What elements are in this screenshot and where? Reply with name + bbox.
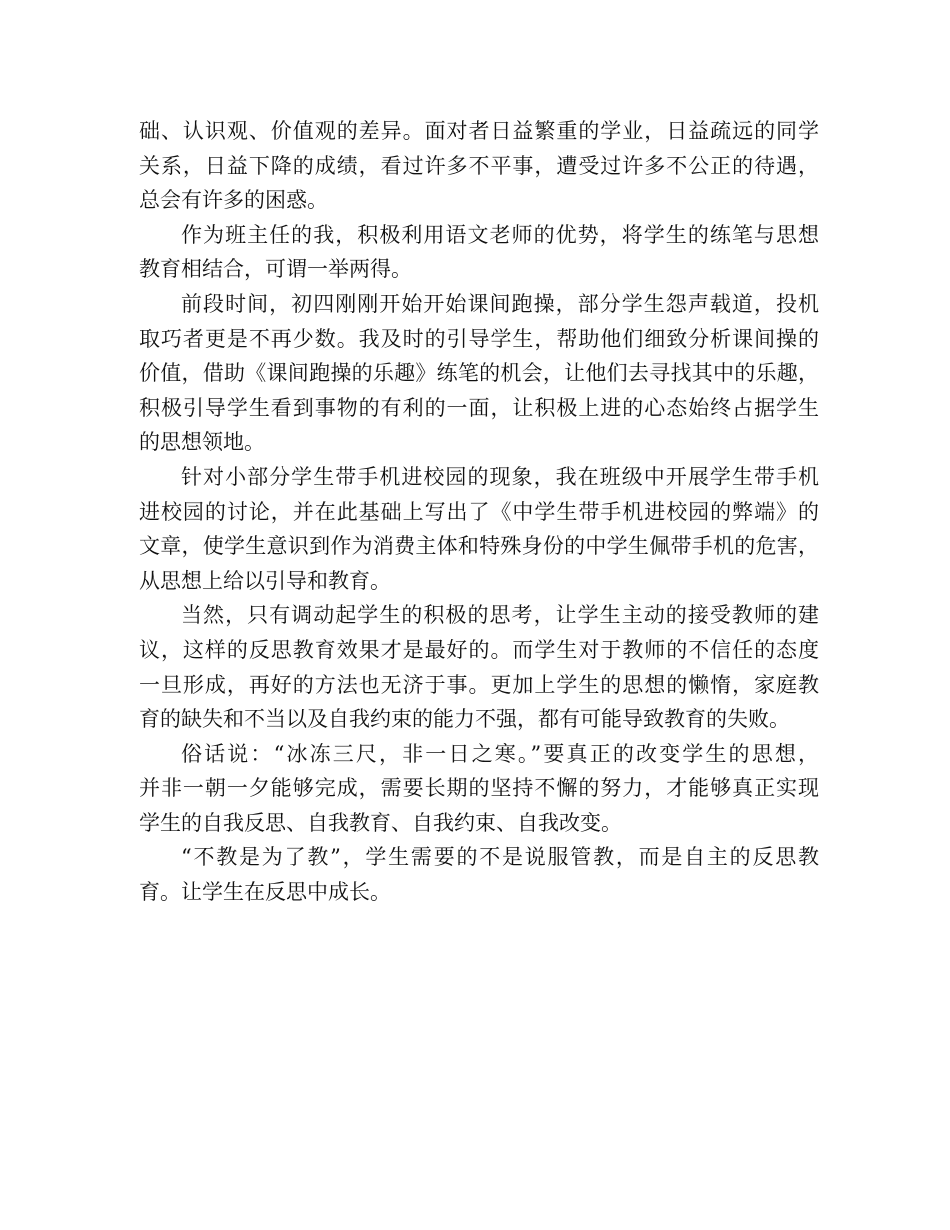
text-line: 作为班主任的我，积极利用语文老师的优势，将学生的练笔与思想 bbox=[181, 222, 819, 247]
paragraph bbox=[139, 287, 819, 460]
text-line: “不教是为了教”，学生需要的不是说服管教，而是自主的反思教 bbox=[181, 845, 819, 870]
text-line: 总会有许多的困惑。 bbox=[139, 188, 328, 213]
text-line: 针对小部分学生带手机进校园的现象，我在班级中开展学生带手机 bbox=[181, 464, 819, 489]
document-body bbox=[139, 114, 819, 910]
text-line: 当然，只有调动起学生的积极的思考，让学生主动的接受教师的建 bbox=[181, 603, 819, 628]
paragraph bbox=[139, 840, 819, 909]
text-line: 积极引导学生看到事物的有利的一面，让积极上进的心态始终占据学生 bbox=[139, 395, 819, 420]
text-line: 育的缺失和不当以及自我约束的能力不强，都有可能导致教育的失败。 bbox=[139, 707, 790, 732]
text-line: 俗话说：“冰冻三尺，非一日之寒。”要真正的改变学生的思想， bbox=[181, 741, 819, 766]
text-line: 文章，使学生意识到作为消费主体和特殊身份的中学生佩带手机的危害， bbox=[139, 534, 819, 559]
paragraph bbox=[139, 114, 819, 218]
paragraph bbox=[139, 737, 819, 841]
text-line: 学生的自我反思、自我教育、自我约束、自我改变。 bbox=[139, 810, 622, 835]
text-line: 教育相结合，可谓一举两得。 bbox=[139, 257, 412, 282]
text-line: 进校园的讨论，并在此基础上写出了《中学生带手机进校园的弊端》的 bbox=[139, 499, 819, 524]
text-line: 并非一朝一夕能够完成，需要长期的坚持不懈的努力，才能够真正实现 bbox=[139, 776, 819, 801]
paragraph bbox=[139, 598, 819, 736]
text-line: 育。让学生在反思中成长。 bbox=[139, 880, 391, 905]
text-line: 础、认识观、价值观的差异。面对者日益繁重的学业，日益疏远的同学 bbox=[139, 119, 819, 143]
text-line: 一旦形成，再好的方法也无济于事。更加上学生的思想的懒惰，家庭教 bbox=[139, 672, 819, 697]
text-line: 前段时间，初四刚刚开始开始课间跑操，部分学生怨声载道，投机 bbox=[181, 291, 819, 316]
paragraph bbox=[139, 218, 819, 287]
text-line: 议，这样的反思教育效果才是最好的。而学生对于教师的不信任的态度 bbox=[139, 637, 819, 662]
text-line: 价值，借助《课间跑操的乐趣》练笔的机会，让他们去寻找其中的乐趣， bbox=[139, 361, 819, 386]
text-line: 取巧者更是不再少数。我及时的引导学生，帮助他们细致分析课间操的 bbox=[139, 326, 819, 351]
text-line: 关系，日益下降的成绩，看过许多不平事，遭受过许多不公正的待遇， bbox=[139, 153, 819, 178]
text-line: 的思想领地。 bbox=[139, 430, 265, 455]
paragraph bbox=[139, 460, 819, 598]
text-line: 从思想上给以引导和教育。 bbox=[139, 568, 391, 593]
